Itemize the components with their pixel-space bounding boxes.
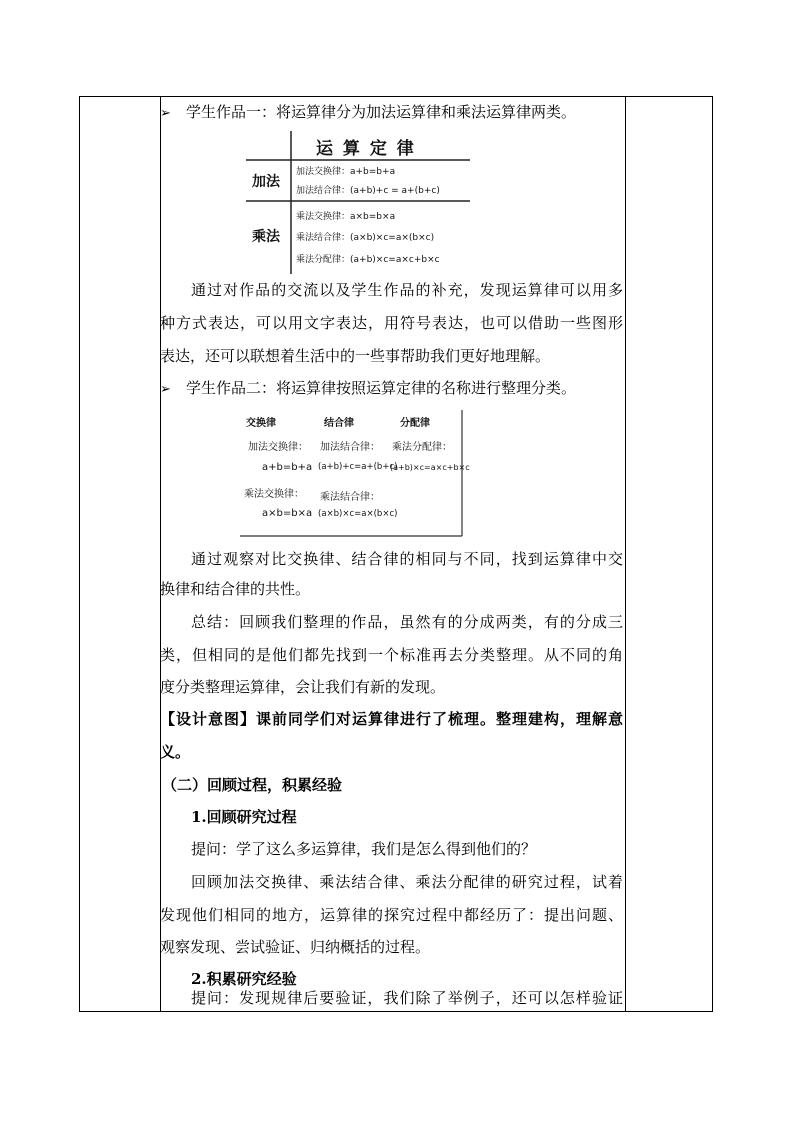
section2-sub1: 1.回顾研究过程 [191,808,297,826]
work1-heading [160,101,576,125]
work2-col3-line-2: (a+b)×c=a×c+b×c [390,463,470,472]
work2-col1-title: 交换律 [246,418,276,429]
section2-title: （二）回顾过程，积累经验 [162,776,343,794]
work1-image [246,131,470,274]
summary-line-2: 类，但相同的是他们都先找到一个标准再去分类整理。从不同的角 [160,646,623,664]
work1-mul-line-3: 乘法分配律：(a+b)×c=a×c+b×c [296,255,440,265]
section2-sub1-line-1: 提问：学了这么多运算律，我们是怎么得到他们的？ [191,840,537,858]
work2-col3-title: 分配律 [400,418,430,429]
work1-para-line-2: 种方式表达，可以用文字表达，用符号表达，也可以借助一些图形 [160,314,623,332]
summary-line-1: 总结：回顾我们整理的作品，虽然有的分成两类，有的分成三 [191,613,623,631]
work1-add-line-2: 加法结合律：(a+b)+c = a+(b+c) [296,186,440,196]
work2-image [240,408,470,538]
bullet-arrow-icon: ➢ [160,106,171,121]
work2-col2-line-4: (a×b)×c=a×(b×c) [318,509,398,519]
work1-add-line-1: 加法交换律：a+b=b+a [296,167,396,177]
work2-col2-title: 结合律 [324,418,354,429]
work2-heading [160,377,576,401]
work2-col1-line-2: a+b=b+a [262,462,313,473]
work1-mul-label: 乘法 [252,229,280,245]
section2-sub1-line-4: 观察发现、尝试验证、归纳概括的过程。 [160,938,431,956]
work2-heading-text: 学生作品二：将运算律按照运算定律的名称进行整理分类。 [186,379,577,397]
section2-sub1-line-2: 回顾加法交换律、乘法结合律、乘法分配律的研究过程，试着 [191,873,623,891]
design-intent-line-1: 【设计意图】课前同学们对运算律进行了梳理。整理建构，理解意 [160,710,623,728]
work2-col2-line-1: 加法结合律： [320,442,380,453]
work2-para-line-2: 换律和结合律的共性。 [160,580,311,598]
design-intent-line-2: 义。 [160,743,191,761]
work2-para-line-1: 通过观察对比交换律、结合律的相同与不同，找到运算律中交 [191,550,623,568]
work1-mul-line-1: 乘法交换律：a×b=b×a [296,212,396,222]
section2-sub2-line-1: 提问：发现规律后要验证，我们除了举例子，还可以怎样验证 [191,989,623,1007]
table-divider-right [625,97,626,1011]
section2-sub2: 2.积累研究经验 [191,970,297,988]
work1-heading-text: 学生作品一：将运算律分为加法运算律和乘法运算律两类。 [186,103,577,121]
content-cell [160,96,625,1012]
work2-col2-line-2: (a+b)+c=a+(b+c) [318,462,398,472]
work2-col3-line-1: 乘法分配律： [392,442,452,453]
bullet-arrow-icon: ➢ [160,382,171,397]
work1-para-line-3: 表达，还可以联想着生活中的一些事帮助我们更好地理解。 [160,347,551,365]
work1-add-label: 加法 [252,174,280,190]
work2-col1-line-4: a×b=b×a [262,508,313,519]
work1-para-line-1: 通过对作品的交流以及学生作品的补充，发现运算律可以用多 [191,281,623,299]
work1-mul-line-2: 乘法结合律：(a×b)×c=a×(b×c) [296,233,435,243]
work2-col2-line-3: 乘法结合律： [320,492,380,503]
work2-col1-line-1: 加法交换律： [248,442,308,453]
summary-line-3: 度分类整理运算律，会让我们有新的发现。 [160,678,446,696]
work1-title: 运 算 定 律 [316,139,416,159]
section2-sub1-line-3: 发现他们相同的地方，运算律的探究过程中都经历了：提出问题、 [160,906,623,924]
work2-col1-line-3: 乘法交换律： [244,489,304,500]
